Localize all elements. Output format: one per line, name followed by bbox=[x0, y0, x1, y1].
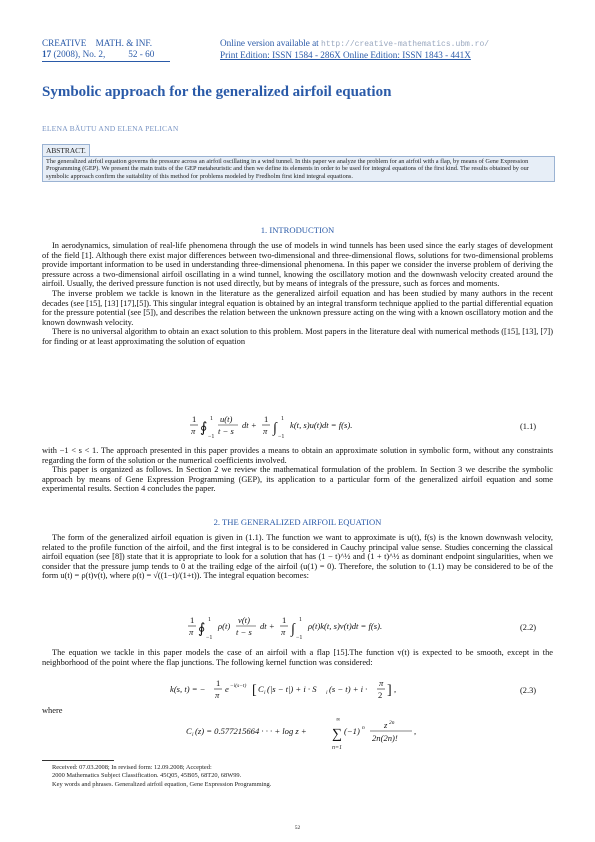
svg-text:1: 1 bbox=[192, 414, 197, 424]
svg-text:π: π bbox=[191, 426, 196, 436]
svg-text:−1: −1 bbox=[206, 635, 213, 641]
page-number: 52 bbox=[294, 825, 301, 831]
section1-heading: 1. INTRODUCTION bbox=[260, 225, 335, 235]
svg-text:1: 1 bbox=[210, 416, 213, 422]
journal-issue-pages: (2008), No. 2, 52 - 60 bbox=[51, 49, 155, 59]
header-rule-left bbox=[42, 61, 170, 62]
svg-text:∫: ∫ bbox=[273, 421, 277, 436]
journal-issue bbox=[42, 49, 154, 60]
svg-text:1: 1 bbox=[281, 416, 284, 422]
svg-text:(s − t) + i ·: (s − t) + i · bbox=[329, 684, 368, 694]
svg-text:i: i bbox=[326, 690, 328, 696]
online-version-text: Online version available at bbox=[220, 38, 322, 48]
svg-text:i: i bbox=[264, 690, 266, 696]
svg-text:−1: −1 bbox=[208, 434, 215, 440]
svg-text:∮: ∮ bbox=[200, 421, 208, 436]
svg-text:[: [ bbox=[252, 683, 257, 698]
paper-title: Symbolic approach for the generalized airfoil equation bbox=[42, 84, 392, 100]
svg-text:∮: ∮ bbox=[198, 622, 206, 637]
svg-text:e: e bbox=[225, 684, 229, 694]
svg-text:1: 1 bbox=[208, 617, 211, 623]
svg-text:1: 1 bbox=[216, 678, 221, 688]
svg-text:∫: ∫ bbox=[291, 622, 295, 637]
print-edition-line: Print Edition: ISSN 1584 - 286X Online Edition: ISSN 1843 - 441X bbox=[220, 50, 471, 60]
online-version-line bbox=[220, 38, 560, 50]
svg-text:dt +: dt + bbox=[242, 420, 257, 430]
section1-paragraph-1: In aerodynamics, simulation of real-life phenomena through the use of models in wind tunnels has been used since the early stages of development of the field [1]. Although there exist major differences between two-dimensional and three-dimensional flows, solutions for two-dimensional problems provide important information to be used in understanding three-dimensional phenomena. In this paper we consider the inverse problem of deriving the pressure across a two-dimensional airfoil oscillating in a wind tunnel, knowing the oscillatory motion and the downwash velocity created around the airfoil. Usually, the derived pressure function is not used directly, but by means of integrals of the pressure, such as forces and moments. bbox=[42, 241, 553, 289]
footnote-msc: 2000 Mathematics Subject Classification. 45Q05, 45B05, 68T20, 68W99. bbox=[52, 772, 242, 780]
footnote-rule bbox=[42, 760, 114, 761]
svg-text:u(t): u(t) bbox=[220, 414, 233, 424]
section2-body bbox=[42, 533, 553, 581]
svg-text:1: 1 bbox=[264, 414, 269, 424]
svg-text:2n(2n)!: 2n(2n)! bbox=[372, 733, 398, 743]
section1-body bbox=[42, 241, 553, 347]
svg-text:1: 1 bbox=[299, 617, 302, 623]
svg-text:v(t): v(t) bbox=[238, 615, 250, 625]
svg-text:t − s: t − s bbox=[236, 627, 252, 637]
svg-text:1: 1 bbox=[190, 615, 195, 625]
section1-paragraph-2: The inverse problem we tackle is known in the literature as the generalized airfoil equation and has been studied by many authors in the recent decades (see [15], [13] [17],[5]). This singular integral equation is obtained by an integral transform technique applied to the partial differential equation for the pressure potential (see [5]), and describes the relation between the unknown pressure acting on the wing with a known oscillatory motion and the known downwash velocity. bbox=[42, 288, 553, 327]
svg-text:π: π bbox=[281, 627, 286, 637]
svg-text:(−1): (−1) bbox=[344, 726, 360, 736]
svg-text:π: π bbox=[379, 678, 384, 688]
equation-2-3 bbox=[170, 676, 430, 706]
equation-1-1 bbox=[190, 412, 390, 442]
svg-text:,: , bbox=[414, 726, 417, 736]
svg-text:2: 2 bbox=[378, 690, 383, 700]
section1-body-continued bbox=[42, 446, 553, 494]
section1-paragraph-4: with −1 < s < 1. The approach presented in this paper provides a means to obtain an approximate solution in symbolic form, without any constraints regarding the form of the solution or the numerical coefficients involved. bbox=[42, 446, 553, 465]
footnote-received: Received: 07.03.2008; In revised form: 12.09.2008; Accepted: bbox=[52, 764, 212, 771]
section2-body-continued bbox=[42, 648, 553, 667]
where-word: where bbox=[42, 706, 63, 715]
svg-text:ρ(t)k(t, s)v(t)dt = f(s).: ρ(t)k(t, s)v(t)dt = f(s). bbox=[308, 621, 383, 631]
svg-text:∞: ∞ bbox=[336, 717, 341, 723]
svg-text:−1: −1 bbox=[296, 635, 303, 641]
svg-text:−i(s−t): −i(s−t) bbox=[230, 683, 247, 689]
svg-text:C: C bbox=[258, 684, 264, 694]
footnotes bbox=[52, 764, 552, 789]
svg-text:t − s: t − s bbox=[218, 426, 234, 436]
footnote-keywords: Key words and phrases. Generalized airfoil equation, Gene Expression Programming. bbox=[52, 780, 272, 788]
equation-2-2 bbox=[188, 613, 408, 643]
section1-paragraph-5: This paper is organized as follows. In Section 2 we review the mathematical formulation of the problem. In Section 3 we describe the symbolic approach by means of Gene Expression Programming (GEP), its application to a particular form of the generalized airfoil equation and some experimental results. Section 4 concludes the paper. bbox=[42, 465, 553, 494]
section2-paragraph-1: The form of the generalized airfoil equation is given in (1.1). The function we want to approximate is u(t), f(s) is the known downwash velocity, related to the profile function of the airfoil, and the first integral is to be considered in Cauchy principal value sense. Studies concerning the classical airfoil equation (see [8]) state that it is appropriate to look for a solution that has (1 − t)^½ and (1 + t)^½ as dominant endpoint singularities, when we consider that the pressure jump tends to 0 at the trailing edge of the airfoil (u(1) = 0). Therefore, the solution to (1.1) may be considered to be of the form u(t) = ρ(t)v(t), where ρ(t) = √((1−t)/(1+t)). The integral equation becomes: bbox=[42, 533, 553, 581]
svg-text:z: z bbox=[384, 720, 388, 730]
svg-text:n: n bbox=[362, 725, 365, 731]
journal-name: CREATIVE MATH. & INF. bbox=[42, 38, 153, 48]
svg-text:1: 1 bbox=[282, 615, 287, 625]
journal-header-left bbox=[42, 38, 154, 60]
paper-authors: ELENA BĂUTU AND ELENA PELICAN bbox=[42, 124, 179, 133]
svg-text:ρ(t): ρ(t) bbox=[218, 621, 231, 631]
svg-text:k(s, t) = −: k(s, t) = − bbox=[170, 684, 206, 694]
svg-text:C: C bbox=[186, 726, 192, 736]
svg-text:(|s − t|) + i · S: (|s − t|) + i · S bbox=[267, 684, 317, 694]
journal-header-right bbox=[220, 38, 560, 61]
abstract-box: The generalized airfoil equation governs the pressure across an airfoil oscillating in a wind tunnel. In this paper we analyze the problem for an airfoil with a flap, by means of Gene Expression Programming (GEP). We present the main traits of the GEP metaheuristic and then we define its elements in order to be used for integral equations of the first kind. The results obtained by our symbolic approach confirm the suitability of this method for problems modeled by Fredholm first kind integral equations. bbox=[42, 156, 555, 182]
svg-text:dt +: dt + bbox=[260, 621, 275, 631]
svg-text:]: ] bbox=[387, 683, 392, 698]
svg-text:n=1: n=1 bbox=[332, 745, 343, 751]
svg-text:π: π bbox=[263, 426, 268, 436]
svg-text:i: i bbox=[192, 732, 194, 738]
svg-text:,: , bbox=[394, 684, 397, 694]
section1-paragraph-3: There is no universal algorithm to obtain an exact solution to this problem. Most papers in the literature deal with numerical methods ([15], [13], [7]) for finding or at least approximating the solution of equation bbox=[42, 327, 553, 346]
svg-text:π: π bbox=[189, 627, 194, 637]
svg-text:−1: −1 bbox=[278, 434, 285, 440]
equation-ci-definition bbox=[186, 712, 426, 756]
section2-paragraph-2: The equation we tackle in this paper models the case of an airfoil with a flap [15].The function v(t) is expected to be smooth, except in the neighborhood of the point where the flap junctions. The following kernel function was considered: bbox=[42, 648, 553, 667]
svg-text:k(t, s)u(t)dt = f(s).: k(t, s)u(t)dt = f(s). bbox=[290, 420, 353, 430]
svg-text:∑: ∑ bbox=[332, 727, 342, 742]
equation-2-3-label: (2.3) bbox=[520, 686, 537, 695]
svg-text:(z) = 0.577215664 · · · + log: (z) = 0.577215664 · · · + log z + bbox=[195, 726, 307, 736]
svg-text:2n: 2n bbox=[389, 720, 395, 726]
online-url-link[interactable]: http://creative-mathematics.ubm.ro/ bbox=[321, 40, 490, 49]
equation-2-2-label: (2.2) bbox=[520, 623, 537, 632]
journal-volume: 17 bbox=[42, 49, 52, 59]
equation-1-1-label: (1.1) bbox=[520, 422, 537, 431]
abstract-label: ABSTRACT. bbox=[42, 144, 90, 156]
section2-heading: 2. THE GENERALIZED AIRFOIL EQUATION bbox=[213, 517, 382, 527]
svg-text:π: π bbox=[215, 690, 220, 700]
